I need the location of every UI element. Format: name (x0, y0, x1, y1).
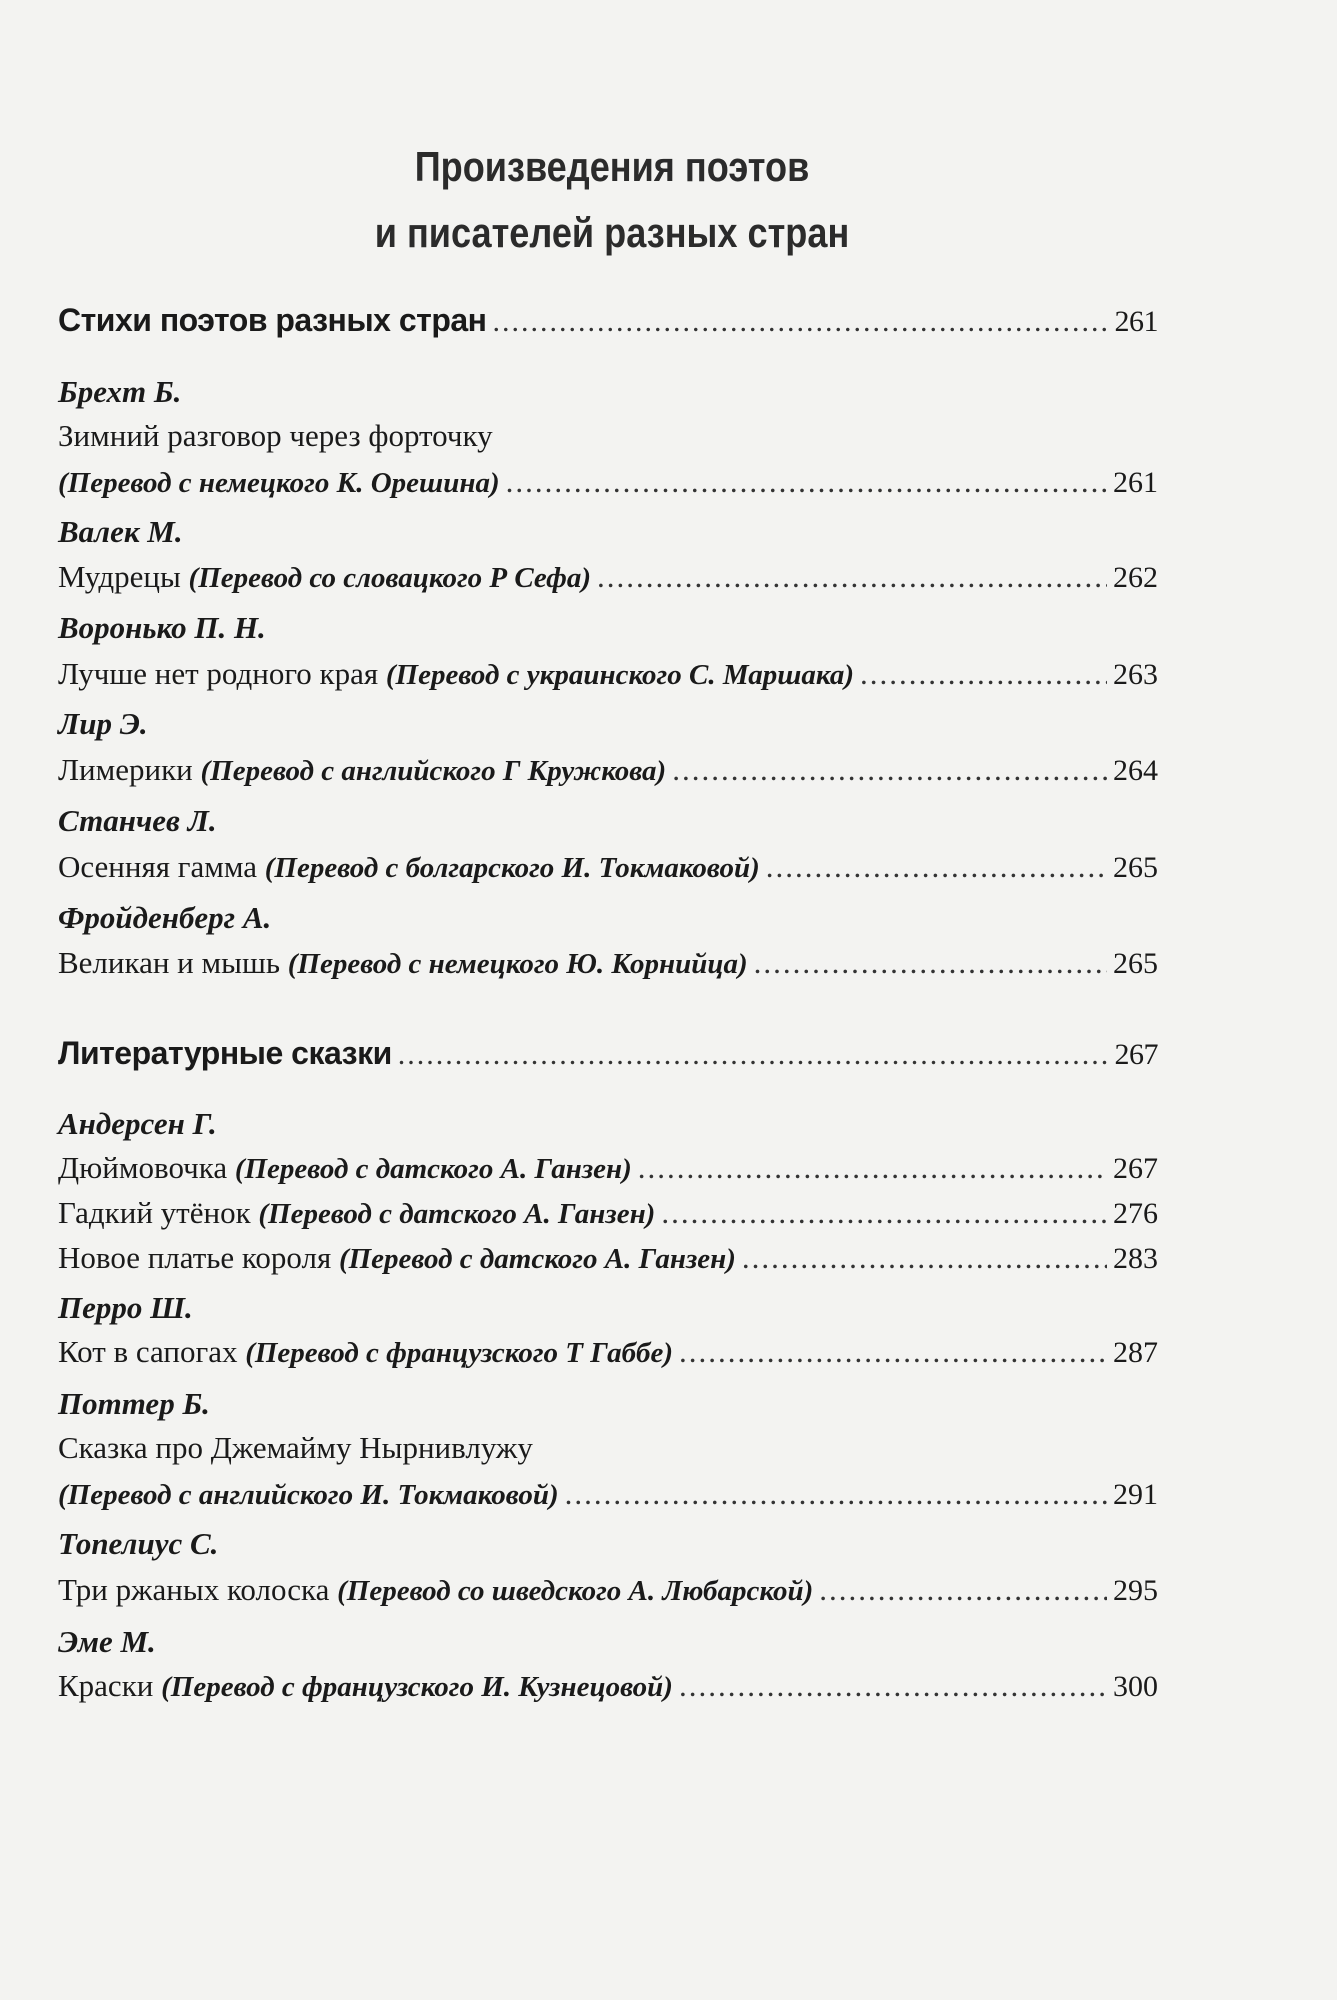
translation-note: (Перевод с датского А. Ганзен) (338, 1243, 736, 1275)
leader-dots (679, 1668, 1107, 1704)
leader-dots (661, 1195, 1107, 1231)
page-number: 264 (1113, 754, 1158, 787)
toc-entry-title: Гадкий утёнок (58, 1195, 251, 1230)
translation-note: (Перевод с английского Г Кружкова) (200, 755, 667, 787)
toc-entry-title: Лимерики (58, 752, 193, 787)
leader-dots (638, 1150, 1107, 1186)
toc-entry[interactable] (58, 656, 1158, 692)
translation-note: (Перевод с датского А. Ганзен) (258, 1198, 656, 1230)
leader-dots (493, 305, 1109, 339)
leader-dots (679, 1334, 1107, 1370)
page-number: 262 (1113, 561, 1158, 594)
section-heading-label: Стихи поэтов разных стран (58, 302, 487, 338)
author-name: Валек М. (58, 514, 183, 549)
toc-entry-title: Новое платье короля (58, 1240, 332, 1275)
toc-entry-title: Дюймовочка (58, 1150, 228, 1185)
toc-entry[interactable] (58, 752, 1158, 788)
page-number: 265 (1113, 851, 1158, 884)
leader-dots (672, 752, 1107, 788)
section-heading-fairy-tales[interactable] (58, 1035, 1158, 1072)
toc-entry[interactable] (58, 1240, 1158, 1276)
leader-dots (742, 1240, 1107, 1276)
page-title-line-1: Произведения поэтов (414, 143, 810, 190)
toc-entry-title: Кот в сапогах (58, 1334, 238, 1369)
author-name: Станчев Л. (58, 803, 217, 838)
translation-note: (Перевод со шведского А. Любарской) (337, 1575, 814, 1607)
leader-dots (819, 1572, 1107, 1608)
translation-note: (Перевод с украинского С. Маршака) (385, 659, 855, 691)
toc-entry-translation-row[interactable] (58, 464, 1158, 500)
author-name: Лир Э. (58, 706, 148, 741)
leader-dots (565, 1476, 1107, 1512)
page-number: 300 (1113, 1670, 1158, 1703)
section-heading-poems[interactable] (58, 302, 1158, 339)
translation-note: (Перевод с болгарского И. Токмаковой) (264, 852, 760, 884)
translation-note: (Перевод с французского Т Габбе) (245, 1337, 674, 1369)
toc-entry[interactable] (58, 945, 1158, 981)
toc-entry[interactable] (58, 1334, 1158, 1370)
page-number: 287 (1113, 1336, 1158, 1369)
author-name: Андерсен Г. (58, 1106, 217, 1141)
toc-entry[interactable] (58, 559, 1158, 595)
translation-note: (Перевод с немецкого Ю. Корнийца) (287, 948, 748, 980)
page-number: 291 (1113, 1478, 1158, 1511)
page-number: 265 (1113, 947, 1158, 980)
author-name: Брехт Б. (58, 374, 182, 409)
toc-entry-title[interactable]: Зимний разговор через форточку (58, 418, 493, 453)
translation-note: (Перевод с немецкого К. Орешина) (58, 467, 500, 499)
toc-entry-title: Мудрецы (58, 559, 181, 594)
toc-entry-title: Великан и мышь (58, 945, 280, 980)
page-number: 261 (1114, 305, 1158, 338)
toc-entry-title: Осенняя гамма (58, 849, 257, 884)
section-heading-label: Литературные сказки (58, 1035, 392, 1071)
toc-entry-title: Три ржаных колоска (58, 1572, 330, 1607)
page-number: 295 (1113, 1574, 1158, 1607)
page-number: 267 (1113, 1152, 1158, 1185)
page-number: 283 (1113, 1242, 1158, 1275)
author-name: Фройденберг А. (58, 900, 272, 935)
leader-dots (597, 559, 1107, 595)
author-name: Воронько П. Н. (58, 610, 266, 645)
toc-entry-translation-row[interactable] (58, 1476, 1158, 1512)
toc-entry-title: Краски (58, 1668, 154, 1703)
leader-dots (506, 464, 1107, 500)
leader-dots (766, 849, 1107, 885)
toc-entry[interactable] (58, 1668, 1158, 1704)
page-number: 267 (1114, 1038, 1158, 1071)
toc-entry-title: Лучше нет родного края (58, 656, 379, 691)
toc-entry-title[interactable]: Сказка про Джемайму Нырнивлужу (58, 1430, 533, 1465)
leader-dots (754, 945, 1107, 981)
page-number: 276 (1113, 1197, 1158, 1230)
author-name: Топелиус С. (58, 1526, 219, 1561)
page-number: 263 (1113, 658, 1158, 691)
author-name: Эме М. (58, 1624, 156, 1659)
translation-note: (Перевод с английского И. Токмаковой) (58, 1479, 559, 1511)
toc-entry[interactable] (58, 1195, 1158, 1231)
page-title-line-2: и писателей разных стран (374, 209, 850, 256)
leader-dots (398, 1038, 1109, 1072)
translation-note: (Перевод с французского И. Кузнецовой) (161, 1671, 673, 1703)
author-name: Перро Ш. (58, 1290, 193, 1325)
toc-entry[interactable] (58, 1572, 1158, 1608)
translation-note: (Перевод со словацкого Р Сефа) (188, 562, 591, 594)
author-name: Поттер Б. (58, 1386, 210, 1421)
leader-dots (860, 656, 1107, 692)
translation-note: (Перевод с датского А. Ганзен) (234, 1153, 632, 1185)
page-number: 261 (1113, 466, 1158, 499)
toc-entry[interactable] (58, 1150, 1158, 1186)
toc-entry[interactable] (58, 849, 1158, 885)
